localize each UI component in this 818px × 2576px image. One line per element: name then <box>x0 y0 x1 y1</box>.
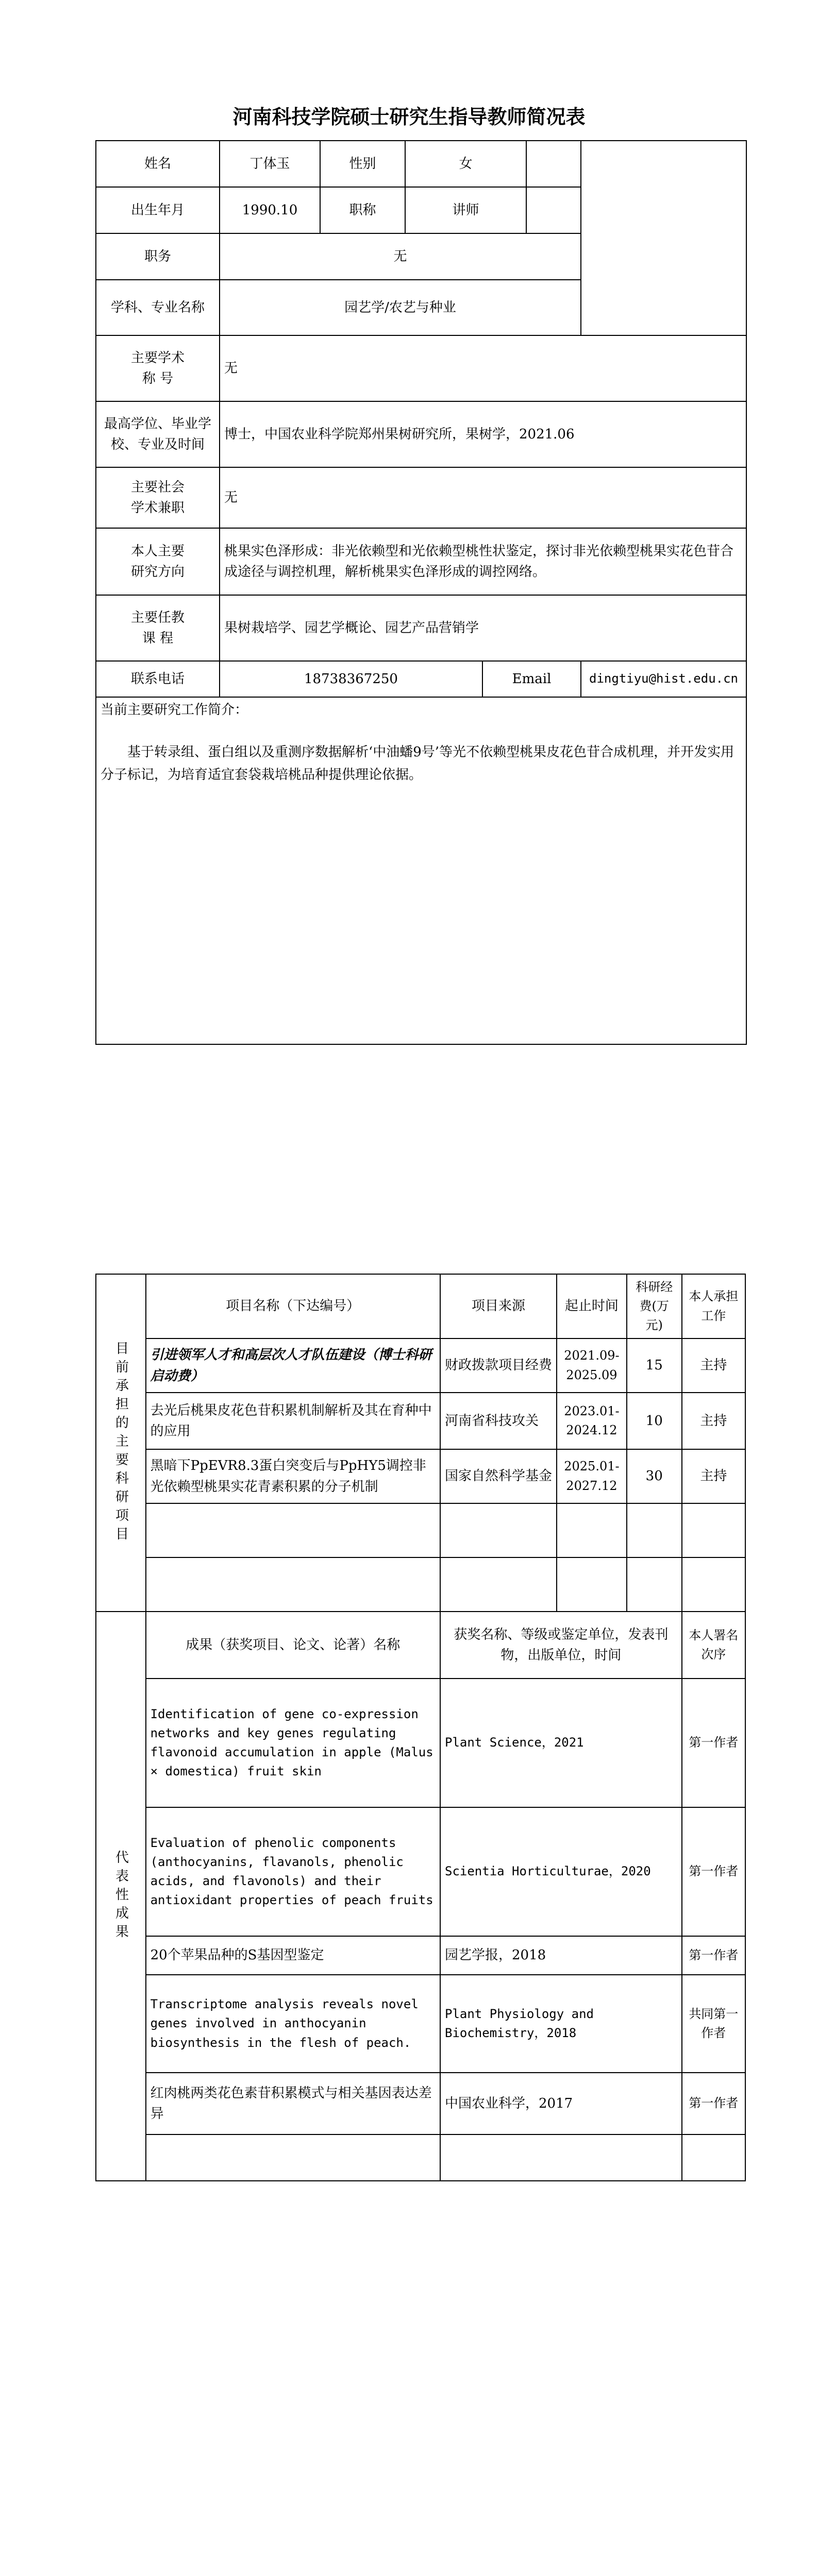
education-label: 最高学位、毕业学校、专业及时间 <box>96 401 220 467</box>
research-label: 本人主要 研究方向 <box>96 528 220 595</box>
page-title: 河南科技学院硕士研究生指导教师简况表 <box>232 106 586 128</box>
achievement-order: 第一作者 <box>682 1936 745 1975</box>
research-value: 桃果实色泽形成：非光依赖型和光依赖型桃性状鉴定，探讨非光依赖型桃果实花色苷合成途径与调控机理，解析桃果实色泽形成的调控网络。 <box>220 528 746 595</box>
project-role: 主持 <box>682 1338 745 1393</box>
achievement-order: 第一作者 <box>682 1679 745 1807</box>
achievements-header-name: 成果（获奖项目、论文、论著）名称 <box>146 1612 440 1679</box>
projects-side-label-cell <box>96 1274 146 1612</box>
table-row <box>96 2073 745 2134</box>
project-period: 2025.01-2027.12 <box>557 1449 627 1503</box>
project-funds: 30 <box>627 1449 682 1503</box>
courses-value: 果树栽培学、园艺学概论、园艺产品营销学 <box>220 595 746 661</box>
discipline-label: 学科、专业名称 <box>96 280 220 335</box>
name-value: 丁体玉 <box>220 141 320 187</box>
achievement-venue: Scientia Horticulturae，2020 <box>440 1807 682 1936</box>
project-name: 黑暗下PpEVR8.3蛋白突变后与PpHY5调控非光依赖型桃果实花青素积累的分子机制 <box>146 1449 440 1503</box>
email-label: Email <box>482 661 581 697</box>
project-funds: 15 <box>627 1338 682 1393</box>
table-row <box>96 1393 745 1449</box>
table-row <box>96 1807 745 1936</box>
social-roles-label: 主要社会 学术兼职 <box>96 467 220 528</box>
gender-label: 性别 <box>320 141 405 187</box>
achievement-order: 第一作者 <box>682 1807 745 1936</box>
profile-table <box>95 140 747 1045</box>
intro-label: 当前主要研究工作简介： <box>101 702 248 718</box>
achievements-side-label: 代表性成果 <box>113 1850 129 1943</box>
achievement-name: 20个苹果品种的S基因型鉴定 <box>146 1936 440 1975</box>
table-row <box>96 1449 745 1503</box>
project-source: 河南省科技攻关 <box>440 1393 557 1449</box>
discipline-value: 园艺学/农艺与种业 <box>220 280 581 335</box>
social-roles-value: 无 <box>220 467 746 528</box>
birth-label: 出生年月 <box>96 187 220 233</box>
project-source: 国家自然科学基金 <box>440 1449 557 1503</box>
profile-photo-cell <box>581 141 746 335</box>
project-role: 主持 <box>682 1449 745 1503</box>
title-label: 职称 <box>320 187 405 233</box>
project-name: 引进领军人才和高层次人才队伍建设（博士科研启动费） <box>146 1338 440 1393</box>
table-row <box>96 2134 745 2181</box>
projects-header-name: 项目名称（下达编号） <box>146 1274 440 1338</box>
achievement-order: 第一作者 <box>682 2073 745 2134</box>
projects-achievements-table <box>95 1274 746 2181</box>
achievement-venue: 中国农业科学，2017 <box>440 2073 682 2134</box>
table-row <box>96 1679 745 1807</box>
achievement-venue: 园艺学报，2018 <box>440 1936 682 1975</box>
name-label: 姓名 <box>96 141 220 187</box>
phone-label: 联系电话 <box>96 661 220 697</box>
table-row <box>96 1936 745 1975</box>
position-label: 职务 <box>96 233 220 280</box>
achievement-venue: Plant Physiology and Biochemistry，2018 <box>440 1975 682 2073</box>
academic-roles-value: 无 <box>220 335 746 401</box>
project-period: 2021.09-2025.09 <box>557 1338 627 1393</box>
birth-value: 1990.10 <box>220 187 320 233</box>
projects-side-label: 目前承担的主要科研项目 <box>113 1341 129 1545</box>
achievements-side-label-cell <box>96 1612 146 2181</box>
projects-header-funds: 科研经费(万元) <box>627 1274 682 1338</box>
achievement-order: 共同第一作者 <box>682 1975 745 2073</box>
achievement-name: Identification of gene co-expression networks and key genes regulating flavonoid accumulation in apple (Malus × domestica) fruit skin <box>146 1679 440 1807</box>
projects-header-source: 项目来源 <box>440 1274 557 1338</box>
intro-text: 基于转录组、蛋白组以及重测序数据解析‘中油蟠9号’等光不依赖型桃果皮花色苷合成机理，并开发实用分子标记，为培育适宜套袋栽培桃品种提供理论依据。 <box>101 744 734 783</box>
achievement-name: Evaluation of phenolic components (anthocyanins, flavanols, phenolic acids, and flavonols) and their antioxidant properties of peach fruits <box>146 1807 440 1936</box>
achievement-venue: Plant Science，2021 <box>440 1679 682 1807</box>
academic-roles-label: 主要学术 称 号 <box>96 335 220 401</box>
projects-header-role: 本人承担工作 <box>682 1274 745 1338</box>
courses-label: 主要任教 课 程 <box>96 595 220 661</box>
title-value: 讲师 <box>405 187 526 233</box>
email-value: dingtiyu@hist.edu.cn <box>581 661 746 697</box>
education-value: 博士，中国农业科学院郑州果树研究所，果树学，2021.06 <box>220 401 746 467</box>
table-row <box>96 1338 745 1393</box>
achievements-header-venue: 获奖名称、等级或鉴定单位，发表刊物，出版单位，时间 <box>440 1612 682 1679</box>
intro-cell <box>96 697 746 1044</box>
table-row <box>96 1557 745 1612</box>
project-source: 财政拨款项目经费 <box>440 1338 557 1393</box>
gender-value: 女 <box>405 141 526 187</box>
position-value: 无 <box>220 233 581 280</box>
projects-header-period: 起止时间 <box>557 1274 627 1338</box>
achievement-name: 红肉桃两类花色素苷积累模式与相关基因表达差异 <box>146 2073 440 2134</box>
achievement-name: Transcriptome analysis reveals novel genes involved in anthocyanin biosynthesis in the flesh of peach. <box>146 1975 440 2073</box>
project-period: 2023.01-2024.12 <box>557 1393 627 1449</box>
table-row <box>96 1975 745 2073</box>
phone-value: 18738367250 <box>220 661 482 697</box>
table-row <box>96 1503 745 1557</box>
project-funds: 10 <box>627 1393 682 1449</box>
project-name: 去光后桃果皮花色苷积累机制解析及其在育种中的应用 <box>146 1393 440 1449</box>
achievements-header-order: 本人署名次序 <box>682 1612 745 1679</box>
project-role: 主持 <box>682 1393 745 1449</box>
